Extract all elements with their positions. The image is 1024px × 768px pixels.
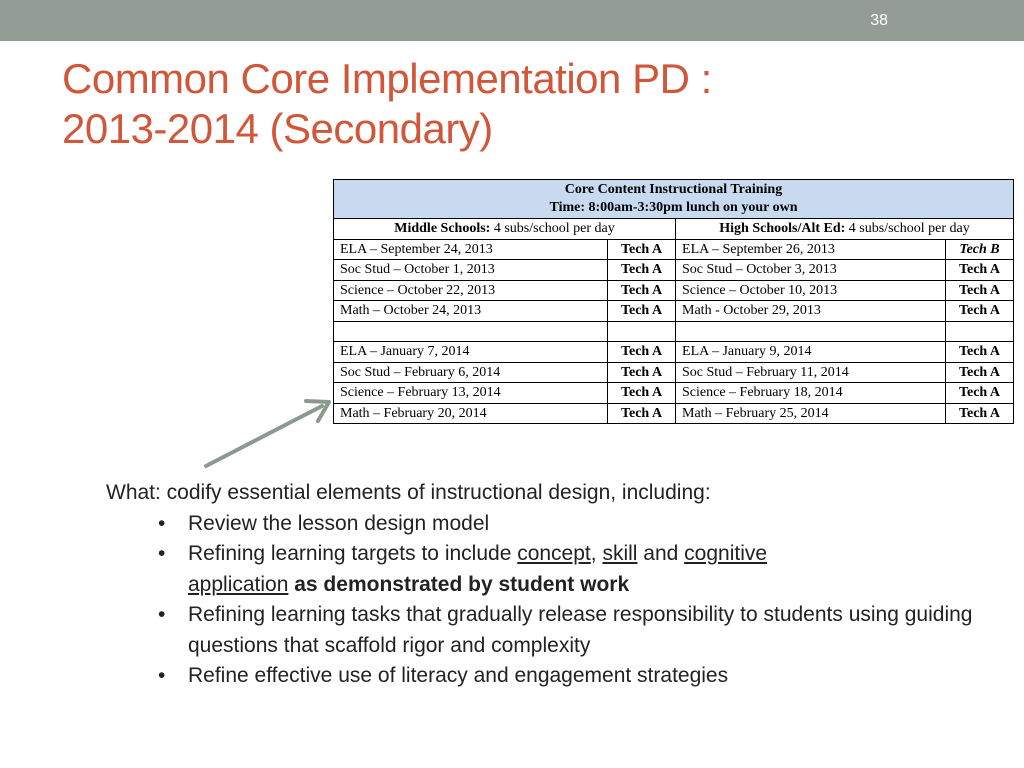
bullet-text: Refining learning tasks that gradually release responsibility to students using guiding questions that scaffold rigor and complexity (188, 603, 973, 657)
hs-tech: Tech A (945, 362, 1013, 383)
ms-tech: Tech A (608, 301, 676, 322)
bullet-marker: • (158, 603, 166, 626)
hs-event: ELA – September 26, 2013 (676, 239, 946, 260)
hs-tech: Tech A (945, 403, 1013, 424)
hs-tech: Tech A (945, 280, 1013, 301)
concept-term: concept (517, 542, 591, 565)
ms-tech: Tech A (608, 362, 676, 383)
hs-event: Science – February 18, 2014 (676, 383, 946, 404)
emphasis-text: as demonstrated by student work (288, 572, 630, 596)
ms-event: Science – October 22, 2013 (334, 280, 608, 301)
hs-tech: Tech A (945, 260, 1013, 281)
skill-term: skill (602, 542, 638, 565)
ms-tech: Tech A (608, 342, 676, 363)
middle-schools-label: Middle Schools: (394, 221, 491, 237)
hs-tech: Tech A (945, 383, 1013, 404)
ms-tech: Tech A (608, 383, 676, 404)
high-schools-subs: 4 subs/school per day (845, 221, 970, 237)
table-header-time: Time: 8:00am-3:30pm lunch on your own (549, 200, 798, 215)
hs-event: Soc Stud – February 11, 2014 (676, 362, 946, 383)
hs-event: Math - October 29, 2013 (676, 301, 946, 322)
bullet-text: Refining learning targets to include (188, 542, 518, 565)
ms-event: Soc Stud – October 1, 2013 (334, 260, 608, 281)
hs-tech: Tech A (945, 342, 1013, 363)
high-schools-label: High Schools/Alt Ed: (719, 221, 846, 237)
table-header-title: Core Content Instructional Training (564, 182, 783, 197)
ms-event: Math – February 20, 2014 (334, 403, 608, 424)
title-line-1: Common Core Implementation PD : (62, 55, 712, 102)
hs-tech: Tech A (945, 301, 1013, 322)
middle-schools-subs: 4 subs/school per day (490, 221, 615, 237)
hs-event: Soc Stud – October 3, 2013 (676, 260, 946, 281)
ms-tech: Tech A (608, 239, 676, 260)
bullet-marker: • (158, 542, 166, 565)
ms-event: ELA – January 7, 2014 (334, 342, 608, 363)
application-term: application (188, 572, 289, 596)
hs-event: ELA – January 9, 2014 (676, 342, 946, 363)
bullet-marker: • (158, 511, 166, 535)
body-text (106, 478, 1006, 692)
hs-event: Science – October 10, 2013 (676, 280, 946, 301)
ms-event: ELA – September 24, 2013 (334, 239, 608, 260)
hs-tech: Tech B (945, 239, 1013, 260)
bullet-text: Review the lesson design model (188, 511, 490, 535)
cognitive-term: cognitive (684, 542, 768, 565)
ms-tech: Tech A (608, 280, 676, 301)
title-line-2: 2013-2014 (Secondary) (62, 105, 493, 152)
ms-tech: Tech A (608, 260, 676, 281)
slide-number: 38 (870, 12, 888, 29)
hs-event: Math – February 25, 2014 (676, 403, 946, 424)
bullet-item (106, 600, 1006, 661)
ms-event: Soc Stud – February 6, 2014 (334, 362, 608, 383)
bullet-text: and (637, 542, 685, 565)
ms-event: Math – October 24, 2013 (334, 301, 608, 322)
bullet-marker: • (158, 664, 166, 687)
bullet-list (106, 509, 1006, 692)
bullet-text: Refine effective use of literacy and engagement strategies (188, 664, 729, 687)
bullet-text: , (590, 542, 603, 565)
ms-event: Science – February 13, 2014 (334, 383, 608, 404)
bullet-item (106, 661, 1006, 692)
intro-text: What: codify essential elements of instructional design, including: (106, 481, 711, 504)
ms-tech: Tech A (608, 403, 676, 424)
bullet-item (106, 539, 1006, 600)
bullet-item (106, 509, 1006, 540)
